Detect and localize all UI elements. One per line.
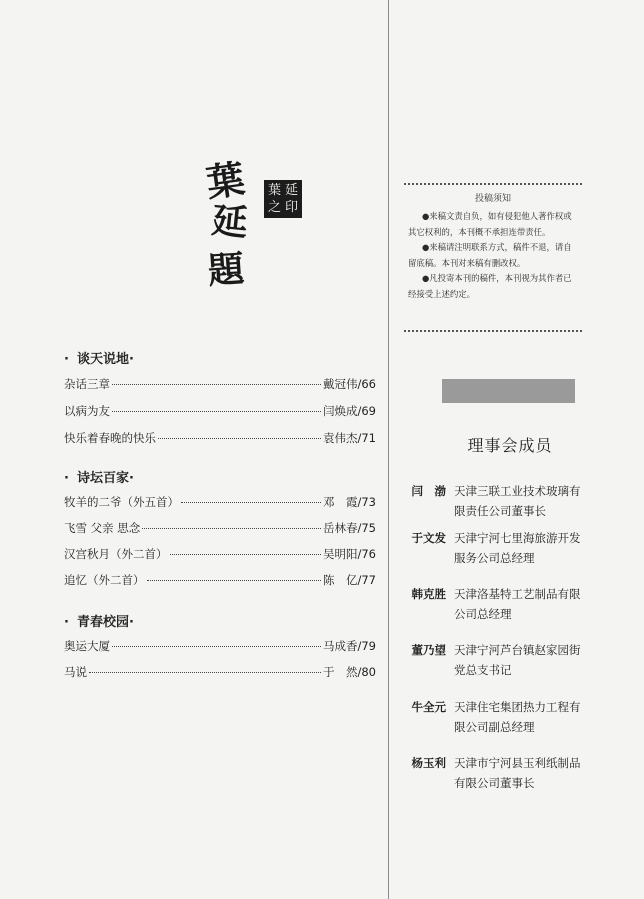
member-title: 天津住宅集团热力工程有限公司副总经理 bbox=[454, 700, 581, 734]
entry-author: 马成香 bbox=[322, 639, 358, 653]
entry-title: 追忆（外二首） bbox=[64, 573, 145, 587]
notice-title: 投稿须知 bbox=[474, 194, 511, 204]
notice-paragraph: ●来稿请注明联系方式，稿件不退，请自留底稿。本刊对来稿有删改权。 bbox=[408, 242, 572, 268]
entry-author: 于 然 bbox=[322, 665, 358, 679]
member-title: 天津三联工业技术玻璃有限责任公司董事长 bbox=[454, 484, 581, 518]
member-title: 天津市宁河县玉利纸制品有限公司董事长 bbox=[454, 756, 581, 790]
notice-body bbox=[408, 209, 580, 303]
toc-entry[interactable] bbox=[64, 494, 376, 512]
entry-author: 吴明阳 bbox=[322, 547, 358, 561]
member-name: 董乃望 bbox=[411, 643, 446, 657]
toc-section-heading: · 诗坛百家· bbox=[64, 471, 134, 486]
calligraphy-inscription bbox=[200, 150, 280, 293]
section-title: 诗坛百家· bbox=[76, 471, 134, 486]
section-title: 谈天说地· bbox=[76, 352, 134, 367]
entry-page: /66 bbox=[357, 377, 376, 391]
entry-page: /73 bbox=[357, 495, 376, 509]
member-name: 牛全元 bbox=[411, 700, 446, 714]
member-name: 韩克胜 bbox=[411, 587, 446, 601]
member-title: 天津宁河芦台镇赵家园街党总支书记 bbox=[454, 643, 581, 677]
toc-section-heading: · 青春校园· bbox=[64, 615, 134, 630]
column-divider bbox=[388, 0, 389, 899]
leader-dots bbox=[158, 438, 321, 439]
member-title: 天津宁河七里海旅游开发服务公司总经理 bbox=[454, 531, 581, 565]
leader-dots bbox=[170, 554, 321, 555]
decorative-gray-bar bbox=[442, 379, 575, 403]
seal-stamp bbox=[264, 180, 302, 218]
entry-title: 以病为友 bbox=[64, 404, 110, 418]
entry-author: 戴冠伟 bbox=[322, 377, 358, 391]
calligraphy-char: 題 bbox=[206, 247, 246, 293]
calligraphy-char: 葉 bbox=[203, 155, 248, 206]
toc-entry[interactable] bbox=[64, 376, 376, 394]
entry-page: /77 bbox=[357, 573, 376, 587]
member-name: 于文发 bbox=[411, 531, 446, 545]
toc-entry[interactable] bbox=[64, 546, 376, 564]
notice-paragraph: ●来稿文责自负，如有侵犯他人著作权或其它权利的，本刊概不承担连带责任。 bbox=[408, 211, 572, 237]
entry-title: 汉宫秋月（外二首） bbox=[64, 547, 168, 561]
entry-title: 奥运大厦 bbox=[64, 639, 110, 653]
leader-dots bbox=[142, 528, 321, 529]
entry-author: 邓 霞 bbox=[322, 495, 358, 509]
entry-page: /71 bbox=[357, 431, 376, 445]
leader-dots bbox=[147, 580, 321, 581]
toc-entry[interactable] bbox=[64, 430, 376, 448]
notice-paragraph: ●凡投寄本刊的稿件，本刊视为其作者已经接受上述约定。 bbox=[408, 273, 572, 299]
entry-title: 牧羊的二爷（外五首） bbox=[64, 495, 179, 509]
toc-section-heading: · 谈天说地· bbox=[64, 352, 134, 367]
seal-char: 葉 bbox=[267, 183, 281, 198]
entry-author: 岳林春 bbox=[322, 521, 358, 535]
seal-char: 延 bbox=[284, 183, 298, 198]
entry-title: 飞雪 父亲 思念 bbox=[64, 521, 141, 535]
section-title: 青春校园· bbox=[76, 615, 134, 630]
member-title: 天津洛基特工艺制品有限公司总经理 bbox=[454, 587, 581, 621]
member-name: 闫 渤 bbox=[411, 484, 446, 498]
entry-page: /76 bbox=[357, 547, 376, 561]
toc-entry[interactable] bbox=[64, 638, 376, 656]
leader-dots bbox=[112, 646, 321, 647]
toc-entry[interactable] bbox=[64, 572, 376, 590]
submission-notice bbox=[404, 183, 582, 332]
calligraphy-char: 延 bbox=[209, 199, 250, 245]
toc-entry[interactable] bbox=[64, 403, 376, 421]
entry-page: /79 bbox=[357, 639, 376, 653]
leader-dots bbox=[89, 672, 321, 673]
toc-entry[interactable] bbox=[64, 520, 376, 538]
member-name: 杨玉利 bbox=[411, 756, 446, 770]
toc-entry[interactable] bbox=[64, 664, 376, 682]
seal-char: 印 bbox=[284, 200, 298, 215]
leader-dots bbox=[181, 502, 321, 503]
entry-page: /80 bbox=[357, 665, 376, 679]
entry-author: 闫焕成 bbox=[322, 404, 358, 418]
entry-title: 杂话三章 bbox=[64, 377, 110, 391]
seal-char: 之 bbox=[267, 200, 281, 215]
entry-author: 袁伟杰 bbox=[322, 431, 358, 445]
entry-page: /69 bbox=[357, 404, 376, 418]
council-title: 理事会成员 bbox=[467, 436, 553, 455]
entry-title: 快乐着春晚的快乐 bbox=[64, 431, 156, 445]
entry-title: 马说 bbox=[64, 665, 87, 679]
leader-dots bbox=[112, 411, 321, 412]
leader-dots bbox=[112, 384, 321, 385]
entry-page: /75 bbox=[357, 521, 376, 535]
entry-author: 陈 亿 bbox=[322, 573, 358, 587]
